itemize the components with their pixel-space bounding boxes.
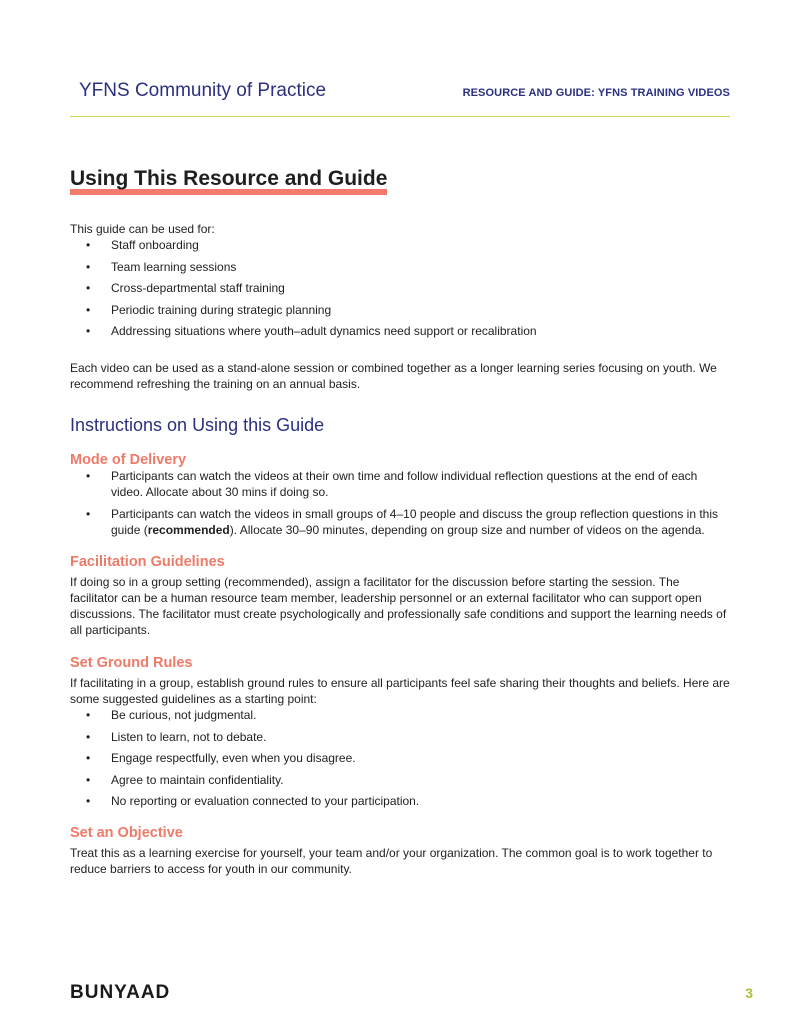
bunyaad-logo: BUNYAAD bbox=[70, 982, 171, 1003]
facilitation-heading: Facilitation Guidelines bbox=[70, 554, 225, 570]
uses-list bbox=[70, 237, 730, 339]
header-divider bbox=[70, 116, 730, 117]
list-item: • Participants can watch the videos at their own time and follow individual reflection questions at the end of each video. Allocate about 30 mins if doing so. bbox=[70, 468, 730, 500]
list-item: • Agree to maintain confidentiality. bbox=[70, 772, 730, 788]
facilitation-text: If doing so in a group setting (recommended), assign a facilitator for the discussion before starting the session. The facilitator can be a human resource team member, leadership personnel or an external facilitator who can support open discussions. The facilitator must create psychologically and professionally safe conditions and support the learning needs of all participants. bbox=[70, 575, 727, 637]
list-item: • Team learning sessions bbox=[70, 259, 730, 275]
list-item: • Periodic training during strategic planning bbox=[70, 302, 730, 318]
delivery-heading: Mode of Delivery bbox=[70, 452, 187, 468]
page-title: Using This Resource and Guide bbox=[70, 165, 387, 193]
objective-text: Treat this as a learning exercise for yourself, your team and/or your organization. The common goal is to work together to reduce barriers to access for youth in our community. bbox=[70, 846, 713, 876]
delivery-text-end: ). Allocate 30–90 minutes, depending on group size and number of videos on the agenda. bbox=[229, 523, 705, 537]
list-item: • Be curious, not judgmental. bbox=[70, 707, 730, 723]
intro-text: This guide can be used for: bbox=[70, 222, 215, 236]
list-item: • No reporting or evaluation connected to your participation. bbox=[70, 793, 730, 809]
list-item bbox=[70, 506, 730, 538]
ground-rules-heading: Set Ground Rules bbox=[70, 655, 193, 671]
summary-text: Each video can be used as a stand-alone session or combined together as a longer learning series focusing on youth. We recommend refreshing the training on an annual basis. bbox=[70, 361, 717, 391]
ground-rules-list bbox=[70, 707, 730, 809]
page-content bbox=[70, 165, 730, 877]
list-item: • Cross-departmental staff training bbox=[70, 280, 730, 296]
delivery-text-start: Participants can watch the videos in small groups of 4–10 people and discuss the group reflection questions in this guide ( bbox=[111, 507, 719, 537]
document-label: RESOURCE AND GUIDE: YFNS TRAINING VIDEOS bbox=[462, 87, 730, 99]
list-item: • Staff onboarding bbox=[70, 237, 730, 253]
instructions-heading: Instructions on Using this Guide bbox=[70, 415, 325, 435]
delivery-list bbox=[70, 468, 730, 538]
objective-heading: Set an Objective bbox=[70, 825, 183, 841]
list-item: • Listen to learn, not to debate. bbox=[70, 729, 730, 745]
list-item: • Engage respectfully, even when you disagree. bbox=[70, 750, 730, 766]
recommended-emphasis: recommended bbox=[147, 523, 230, 537]
list-item: • Addressing situations where youth–adult dynamics need support or recalibration bbox=[70, 323, 730, 339]
header-title: YFNS Community of Practice bbox=[79, 80, 327, 101]
page-number: 3 bbox=[745, 985, 753, 1001]
ground-rules-text: If facilitating in a group, establish ground rules to ensure all participants feel safe sharing their thoughts and beliefs. Here are some suggested guidelines as a starting point: bbox=[70, 676, 730, 706]
